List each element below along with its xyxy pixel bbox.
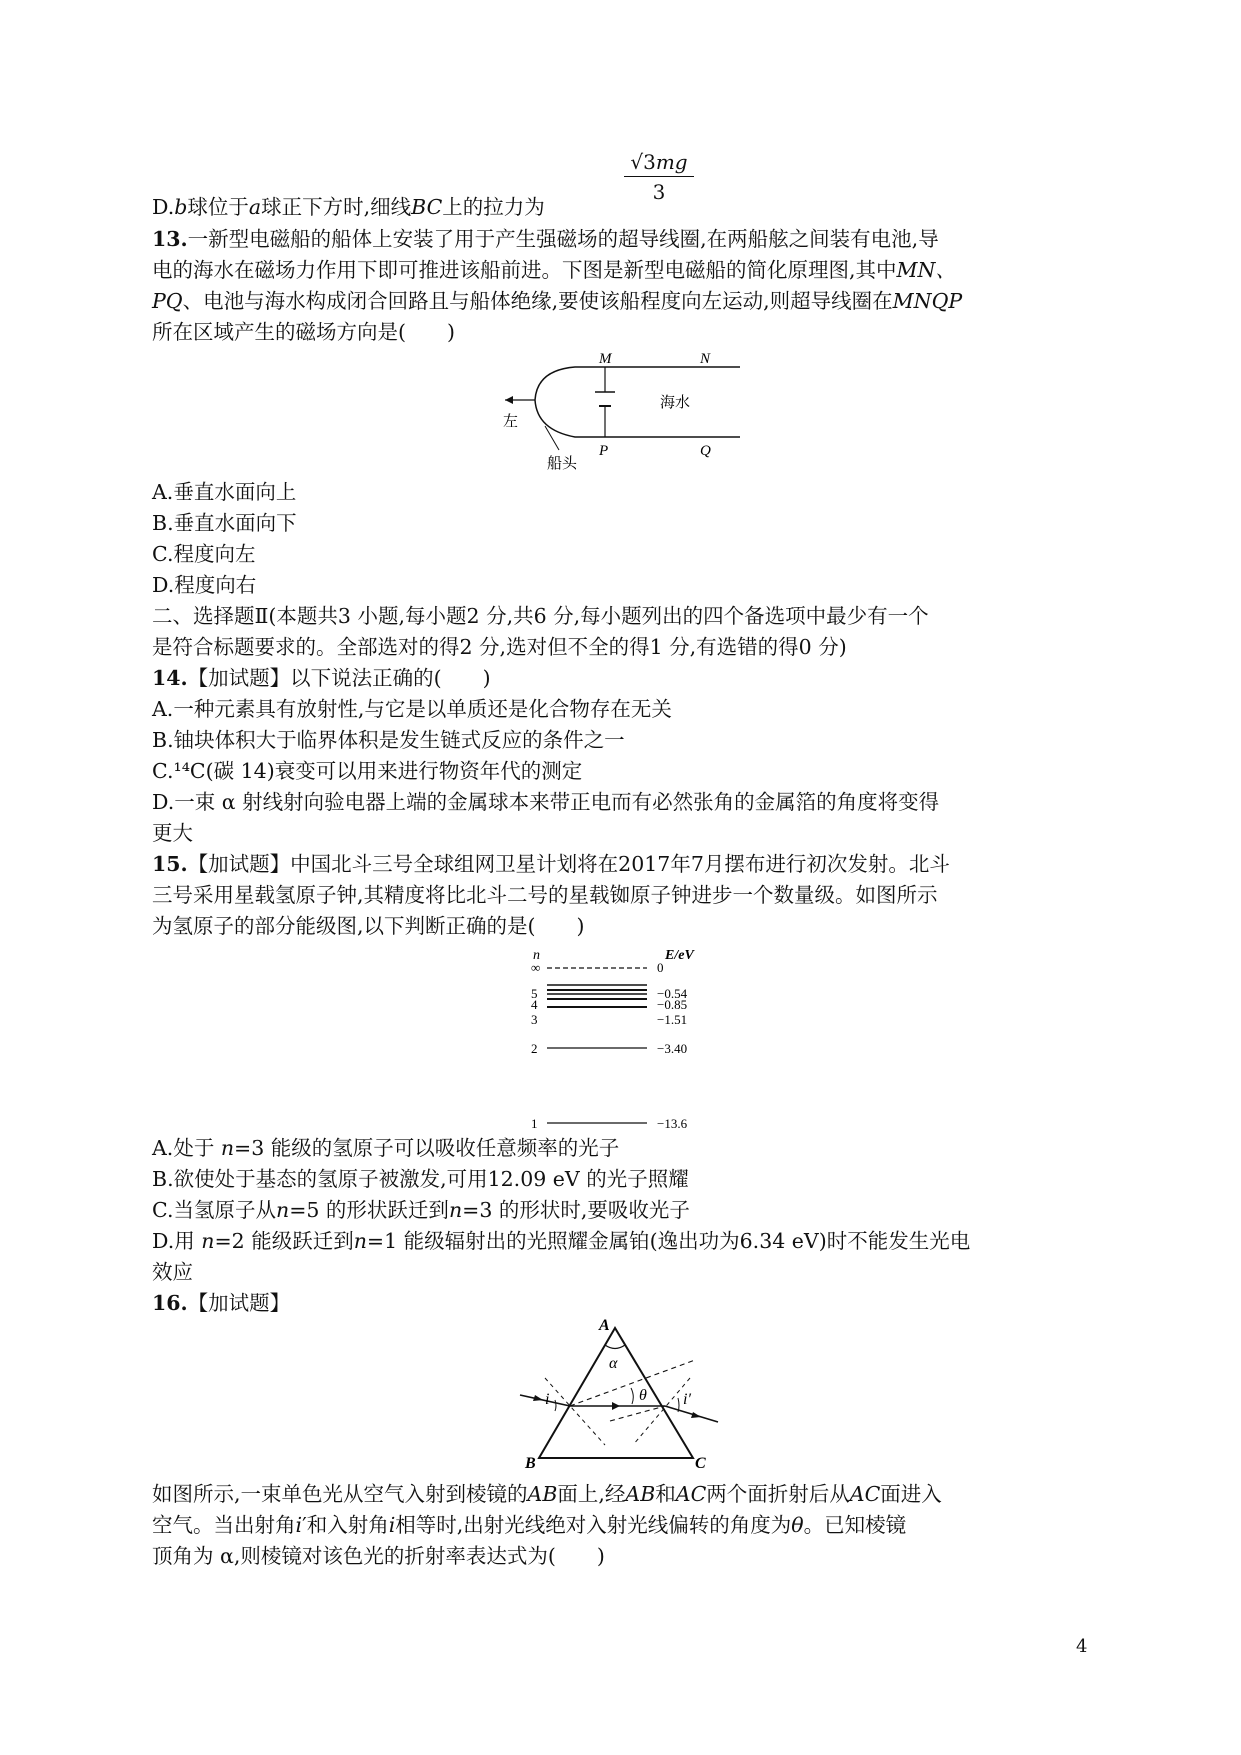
section2-heading-line2: 是符合标题要求的。全部选对的得2 分,选对但不全的得1 分,有选错的得0 分) xyxy=(152,635,847,659)
q13-stem-line1: 13.一新型电磁船的船体上安装了用于产生强磁场的超导线圈,在两船舷之间装有电池,导 xyxy=(152,227,939,251)
q14-option-c: C.¹⁴C(碳 14)衰变可以用来进行物资年代的测定 xyxy=(152,759,583,783)
n-axis-label: n xyxy=(533,948,540,963)
q16-text-line1: 如图所示,一束单色光从空气入射到棱镜的AB面上,经AB和AC两个面折射后从AC面进入 xyxy=(152,1482,942,1506)
incident-angle-label: i xyxy=(545,1391,550,1408)
internal-arrowhead xyxy=(612,1402,620,1410)
q15-option-a: A.处于 n=3 能级的氢原子可以吸收任意频率的光子 xyxy=(152,1136,620,1160)
fraction-numerator-mg: mg xyxy=(655,150,688,174)
theta-label: θ xyxy=(639,1387,647,1404)
q14-stem: 14.【加试题】以下说法正确的( ) xyxy=(152,666,491,690)
q14-option-a: A.一种元素具有放射性,与它是以单质还是化合物存在无关 xyxy=(152,697,672,721)
q16-text-line2: 空气。当出射角i′和入射角i相等时,出射光线绝对入射光线偏转的角度为θ。已知棱镜 xyxy=(152,1513,907,1537)
question-number: 16. xyxy=(152,1291,188,1315)
label-q: Q xyxy=(700,443,711,459)
incident-extension-dashed xyxy=(570,1360,695,1406)
q15-option-d: D.用 n=2 能级跃迁到n=1 能级辐射出的光照耀金属铂(逸出功为6.34 eV)时不能发生光电 xyxy=(152,1229,971,1253)
q15-stem-line2: 三号采用星载氢原子钟,其精度将比北斗二号的星载铷原子钟进步一个数量级。如图所示 xyxy=(152,883,938,907)
q15-option-b: B.欲使处于基态的氢原子被激发,可用12.09 eV 的光子照耀 xyxy=(152,1167,689,1191)
level-n-label: 4 xyxy=(531,997,538,1012)
page-number: 4 xyxy=(1076,1636,1088,1657)
emergent-ray xyxy=(665,1406,718,1422)
level-energy-label: −1.51 xyxy=(657,1012,688,1027)
normal-ab-dashed xyxy=(545,1378,605,1445)
q13-option-c: C.程度向左 xyxy=(152,542,256,566)
q13-option-b: B.垂直水面向下 xyxy=(152,511,297,535)
emergent-angle-arc xyxy=(678,1398,679,1412)
hydrogen-energy-level-diagram xyxy=(525,946,725,1130)
fraction-numerator-sqrt: √3 xyxy=(630,150,656,174)
level-n-label: 5 xyxy=(531,986,538,1001)
level-energy-label: −0.85 xyxy=(657,997,688,1012)
emergent-angle-label: i′ xyxy=(683,1391,691,1408)
level-n-label: ∞ xyxy=(531,960,541,975)
level-energy-label: −0.54 xyxy=(657,986,688,1001)
question-number: 15. xyxy=(152,852,188,876)
apex-angle-arc xyxy=(605,1345,625,1349)
q15-option-c: C.当氢原子从n=5 的形状跃迁到n=3 的形状时,要吸收光子 xyxy=(152,1198,690,1222)
q14-option-d: D.一束 α 射线射向验电器上端的金属球本来带正电而有必然张角的金属箔的角度将变得 xyxy=(152,790,940,814)
section2-heading-line1: 二、选择题Ⅱ(本题共3 小题,每小题2 分,共6 分,每小题列出的四个备选项中最少有一个 xyxy=(152,604,929,628)
q13-stem-line2: 电的海水在磁场力作用下即可推进该船前进。下图是新型电磁船的简化原理图,其中MN、 xyxy=(152,258,956,282)
left-arrowhead xyxy=(505,396,513,404)
fraction-sqrt3mg-over-3 xyxy=(624,150,694,204)
q14-option-b: B.铀块体积大于临界体积是发生链式反应的条件之一 xyxy=(152,728,625,752)
emergent-backward-extension-dashed xyxy=(610,1406,665,1421)
theta-arc xyxy=(631,1388,633,1404)
q13-stem-line3: PQ、电池与海水构成闭合回路且与船体绝缘,要使该船程度向左运动,则超导线圈在MNQP xyxy=(152,289,963,313)
incident-angle-arc xyxy=(555,1400,556,1411)
fraction-denominator: 3 xyxy=(652,180,666,204)
level-energy-label: 0 xyxy=(657,960,664,975)
vertex-a-label: A xyxy=(599,1318,610,1334)
vertex-c-label: C xyxy=(695,1455,706,1470)
electromagnetic-ship-diagram xyxy=(495,350,755,474)
question-number: 13. xyxy=(152,227,188,251)
q15-stem-line1: 15.【加试题】中国北斗三号全球组网卫星计划将在2017年7月摆布进行初次发射。北斗 xyxy=(152,852,950,876)
label-m: M xyxy=(599,351,612,367)
label-p: P xyxy=(599,443,609,459)
q13-option-d: D.程度向右 xyxy=(152,573,257,597)
label-seawater: 海水 xyxy=(660,395,691,411)
q13-option-a: A.垂直水面向上 xyxy=(152,480,297,504)
prism-triangle xyxy=(539,1328,693,1458)
level-n-label: 3 xyxy=(531,1012,538,1027)
level-energy-label: −13.6 xyxy=(657,1116,688,1130)
incident-arrowhead xyxy=(533,1395,543,1401)
q16-text-line3: 顶角为 α,则棱镜对该色光的折射率表达式为( ) xyxy=(152,1544,605,1568)
ship-hull-outline xyxy=(535,367,740,437)
label-bow: 船头 xyxy=(547,456,578,472)
level-energy-label: −3.40 xyxy=(657,1041,688,1056)
vertex-b-label: B xyxy=(525,1455,536,1470)
alpha-label: α xyxy=(609,1355,618,1372)
q12-option-d: D.b球位于a球正下方时,细线BC上的拉力为 xyxy=(152,195,545,219)
q15-option-d-cont: 效应 xyxy=(152,1260,193,1284)
level-n-label: 2 xyxy=(531,1041,538,1056)
level-n-label: 1 xyxy=(531,1116,538,1130)
prism-refraction-diagram xyxy=(515,1318,727,1470)
label-left: 左 xyxy=(503,414,519,430)
q13-stem-line4: 所在区域产生的磁场方向是( ) xyxy=(152,320,455,344)
label-n: N xyxy=(700,351,711,367)
question-number: 14. xyxy=(152,666,188,690)
q15-stem-line3: 为氢原子的部分能级图,以下判断正确的是( ) xyxy=(152,914,585,938)
q16-stem: 16.【加试题】 xyxy=(152,1291,291,1315)
emergent-arrowhead xyxy=(691,1412,701,1418)
q14-option-d-cont: 更大 xyxy=(152,821,193,845)
energy-axis-label: E/eV xyxy=(665,948,694,963)
